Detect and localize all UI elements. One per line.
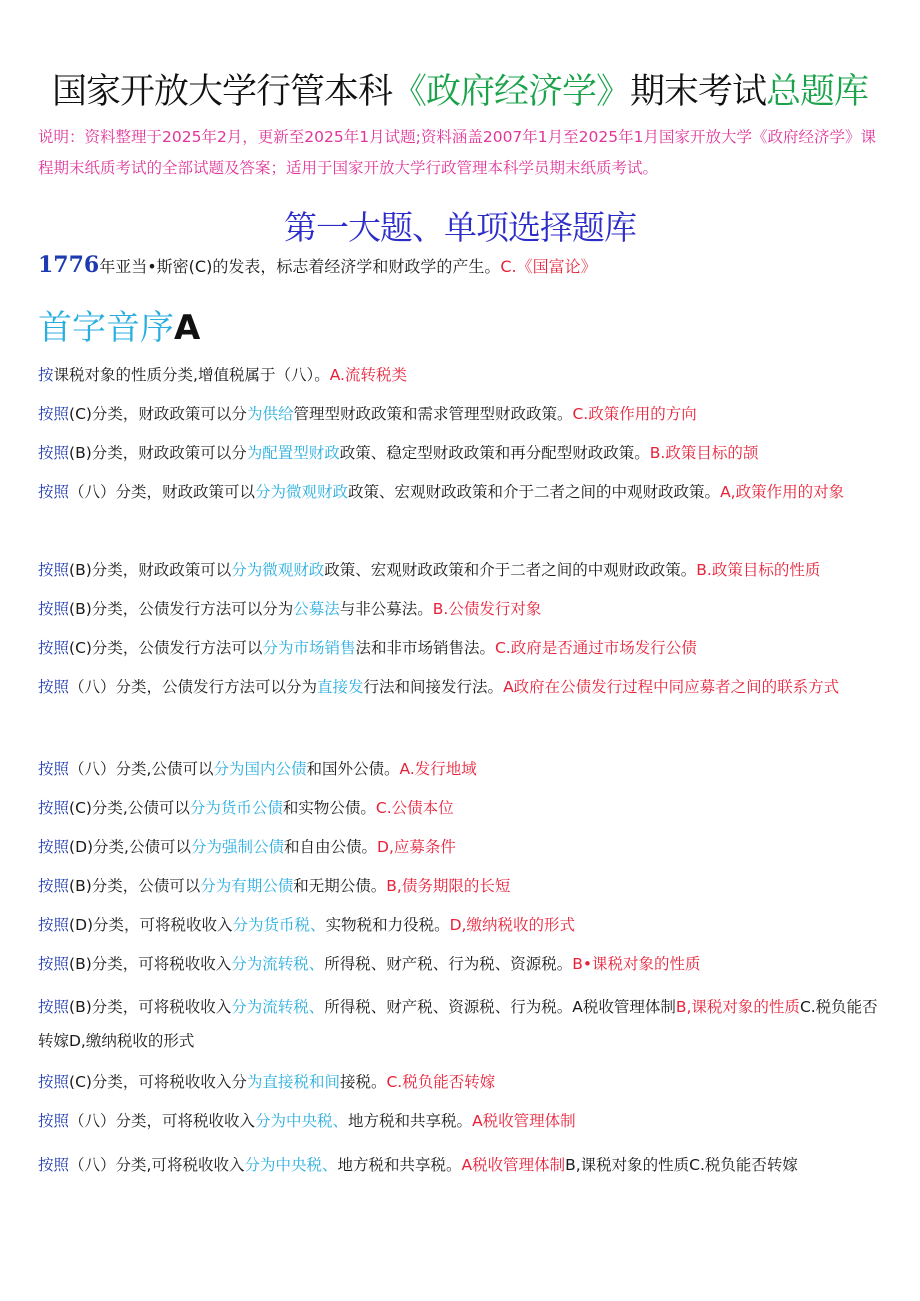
q-lead: 按	[38, 366, 54, 384]
q-answer: A.流转税类	[329, 366, 407, 384]
section-title: 第一大题、单项选择题库	[284, 208, 636, 247]
q-key: 分为货币公债	[189, 799, 283, 817]
title-part1: 国家开放大学行管本科	[51, 72, 392, 112]
q-pre: （八）分类，财政政策可以	[69, 483, 256, 501]
alphabet-heading-letter: A	[174, 308, 201, 348]
q-answer: C.政策作用的方向	[572, 405, 697, 423]
q-post: 政策、稳定型财政政策和再分配型财政政策。	[339, 444, 650, 462]
q-pre: (B)分类，财政政策可以分	[69, 444, 247, 462]
question-item	[38, 828, 890, 867]
title-part3: 期末考试	[630, 72, 767, 112]
q-key: 分为流转税、	[231, 998, 325, 1016]
question-item	[38, 395, 890, 434]
q-key: 分为微观财政	[231, 561, 325, 579]
q-answer: C.税负能否转嫁	[386, 1073, 496, 1091]
q-answer: A政府在公债发行过程中同应募者之间的联系方式	[503, 678, 840, 696]
q-lead: 按照	[38, 877, 70, 895]
q-lead: 按照	[38, 444, 70, 462]
q-pre: (D)分类，可将税收收入	[69, 916, 233, 934]
q-pre: (C)分类，可将税收收入分	[69, 1073, 247, 1091]
q-pre: (B)分类，可将税收收入	[69, 998, 232, 1016]
q-pre: （八）分类,可将税收收入	[69, 1156, 245, 1174]
q-key: 分为中央税、	[255, 1112, 349, 1130]
q-answer: C.公债本位	[375, 799, 454, 817]
q-answer: D,应募条件	[377, 838, 456, 856]
question-item	[38, 551, 890, 590]
q-lead: 按照	[38, 1112, 70, 1130]
q-lead: 按照	[38, 600, 70, 618]
q-lead: 按照	[38, 760, 70, 778]
q-answer: D,缴纳税收的形式	[449, 916, 575, 934]
q-lead: 按照	[38, 678, 70, 696]
q-pre: (B)分类，财政政策可以	[69, 561, 232, 579]
q-post: 政策、宏观财政政策和介于二者之间的中观财政政策。	[348, 483, 721, 501]
q-answer: C.政府是否通过市场发行公债	[494, 639, 697, 657]
q-post: 和无期公债。	[293, 877, 387, 895]
question-item	[38, 906, 890, 945]
q-post: 法和非市场销售法。	[355, 639, 495, 657]
q-post: 和自由公债。	[284, 838, 378, 856]
question-item	[38, 789, 890, 828]
question-item	[38, 590, 890, 629]
alphabet-heading	[38, 300, 200, 349]
q-post: 管理型财政政策和需求管理型财政政策。	[293, 405, 573, 423]
page-title	[0, 64, 920, 114]
q-lead: 按照	[38, 955, 70, 973]
q-answer: B•课税对象的性质	[572, 955, 701, 973]
q-key: 分为国内公债	[213, 760, 307, 778]
q-answer: A税收管理体制	[461, 1156, 566, 1174]
q-lead: 按照	[38, 916, 70, 934]
q-key: 为供给	[246, 405, 294, 423]
q-answer: B.政策目标的性质	[696, 561, 821, 579]
q-key: 分为货币税、	[232, 916, 326, 934]
q-pre: (B)分类，公债可以	[69, 877, 201, 895]
q-post: 实物税和力役税。	[325, 916, 450, 934]
q-key: 为直接税和间	[246, 1073, 340, 1091]
intro-question-text: 年亚当•斯密(C)的发表，标志着经济学和财政学的产生。	[99, 257, 501, 276]
q-tail: B,课税对象的性质C.税负能否转嫁	[565, 1156, 798, 1174]
question-item	[38, 434, 890, 473]
alphabet-heading-text: 首字音序	[38, 308, 174, 348]
q-answer: B,债务期限的长短	[386, 877, 511, 895]
q-tail: C.税负能否转嫁D,缴纳税收的形式	[38, 998, 878, 1050]
question-item	[38, 356, 890, 395]
q-pre: 课税对象的性质分类,增值税属于（八）。	[53, 366, 330, 384]
q-post: 行法和间接发行法。	[363, 678, 504, 696]
question-item	[38, 1146, 890, 1185]
q-pre: (C)分类，财政政策可以分	[69, 405, 247, 423]
q-lead: 按照	[38, 838, 70, 856]
q-post: 所得税、财产税、行为税、资源税。	[324, 955, 573, 973]
q-lead: 按照	[38, 799, 70, 817]
q-post: 政策、宏观财政政策和介于二者之间的中观财政政策。	[324, 561, 697, 579]
q-post: 地方税和共享税。	[348, 1112, 473, 1130]
q-lead: 按照	[38, 561, 70, 579]
title-course: 《政府经济学》	[391, 72, 630, 112]
title-bank: 总题库	[766, 72, 869, 112]
q-answer: A.发行地域	[399, 760, 477, 778]
q-lead: 按照	[38, 405, 70, 423]
q-key: 分为市场销售	[262, 639, 356, 657]
question-item	[38, 473, 890, 512]
q-lead: 按照	[38, 1156, 70, 1174]
q-key: 分为微观财政	[255, 483, 349, 501]
question-item	[38, 668, 890, 707]
q-pre: （八）分类，公债发行方法可以分为	[69, 678, 318, 696]
q-key: 公募法	[293, 600, 340, 618]
q-answer: A税收管理体制	[472, 1112, 576, 1130]
question-item	[38, 1063, 890, 1102]
q-lead: 按照	[38, 639, 70, 657]
q-lead: 按照	[38, 483, 70, 501]
q-post: 和实物公债。	[282, 799, 376, 817]
q-key: 直接发	[317, 678, 364, 696]
q-pre: (B)分类，公债发行方法可以分为	[69, 600, 294, 618]
q-answer: B,课税对象的性质	[675, 998, 800, 1016]
question-item	[38, 990, 890, 1058]
q-post: 和国外公债。	[306, 760, 400, 778]
q-lead: 按照	[38, 1073, 70, 1091]
question-item	[38, 1102, 890, 1141]
q-key: 为配置型财政	[246, 444, 340, 462]
q-answer: B.公债发行对象	[432, 600, 542, 618]
q-post: 与非公募法。	[339, 600, 433, 618]
question-item	[38, 629, 890, 668]
q-pre: （八）分类，可将税收收入	[69, 1112, 256, 1130]
q-key: 分为有期公债	[200, 877, 294, 895]
intro-answer: C.《国富论》	[500, 257, 597, 276]
q-pre: (D)分类,公债可以	[69, 838, 191, 856]
q-pre: (C)分类,公债可以	[69, 799, 190, 817]
q-post: 地方税和共享税。	[337, 1156, 462, 1174]
q-pre: (B)分类，可将税收收入	[69, 955, 232, 973]
q-post: 接税。	[339, 1073, 387, 1091]
q-key: 分为强制公债	[190, 838, 284, 856]
intro-question	[38, 252, 597, 278]
q-answer: A,政策作用的对象	[720, 483, 845, 501]
q-pre: (C)分类，公债发行方法可以	[69, 639, 263, 657]
q-key: 分为中央税、	[244, 1156, 338, 1174]
question-item	[38, 867, 890, 906]
question-item	[38, 750, 890, 789]
question-item	[38, 945, 890, 984]
description-note: 说明：资料整理于2025年2月，更新至2025年1月试题;资料涵盖2007年1月至2025年1月国家开放大学《政府经济学》课程期末纸质考试的全部试题及答案；适用于国家开放大学行政管理本科学员期末纸质考试。	[38, 128, 876, 177]
q-pre: （八）分类,公债可以	[69, 760, 214, 778]
year-number: 1776	[38, 252, 100, 278]
q-post: 所得税、财产税、资源税、行为税。A税收管理体制	[324, 998, 676, 1016]
q-key: 分为流转税、	[231, 955, 325, 973]
q-lead: 按照	[38, 998, 70, 1016]
q-answer: B.政策目标的颉	[649, 444, 759, 462]
